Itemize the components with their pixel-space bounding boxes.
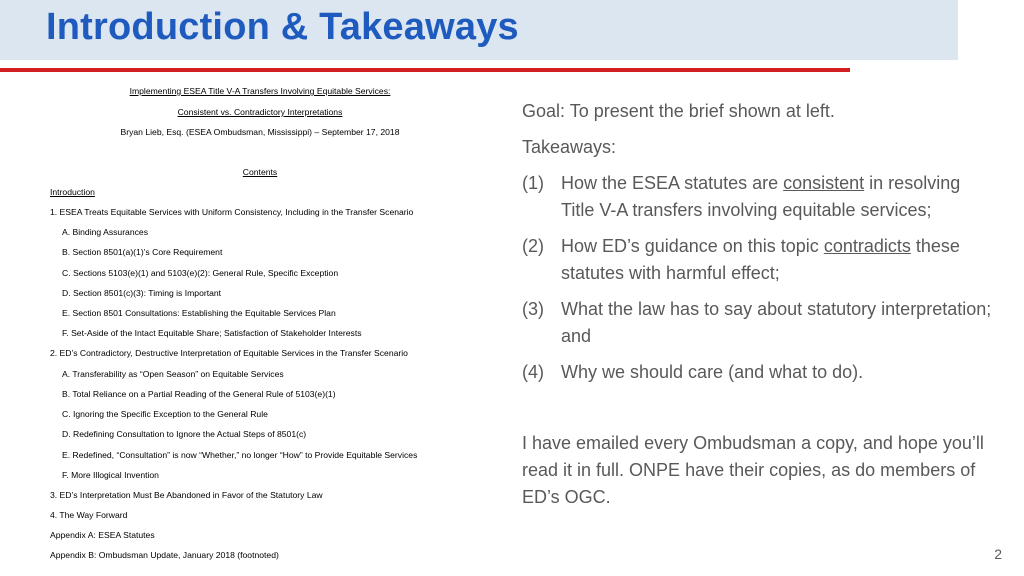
takeaway-number: (2) (522, 236, 544, 256)
toc-entry: A. Binding Assurances (62, 227, 148, 237)
takeaway-text: these statutes with harmful effect; (561, 236, 960, 283)
takeaway-number: (3) (522, 299, 544, 319)
red-divider (0, 68, 850, 72)
takeaway-number: (1) (522, 173, 544, 193)
toc-entry: 1. ESEA Treats Equitable Services with Uniform Consistency, Including in the Transfer Scenario (50, 207, 414, 217)
toc-entry: Appendix A: ESEA Statutes (50, 530, 155, 540)
takeaway-item (522, 296, 992, 350)
toc-entry: F. More Illogical Invention (62, 470, 159, 480)
toc-entry: C. Ignoring the Specific Exception to the General Rule (62, 409, 268, 419)
toc-entry: B. Section 8501(a)(1)’s Core Requirement (62, 247, 223, 257)
doc-title: Implementing ESEA Title V-A Transfers Involving Equitable Services: (129, 86, 391, 96)
toc-entry: D. Redefining Consultation to Ignore the Actual Steps of 8501(c) (62, 429, 307, 439)
takeaway-number: (4) (522, 362, 544, 382)
takeaway-text: How ED’s guidance on this topic (561, 236, 824, 256)
slide-title: Introduction & Takeaways (46, 6, 519, 48)
takeaway-text: Why we should care (and what to do). (561, 362, 864, 382)
goal-text: Goal: To present the brief shown at left. (522, 101, 835, 121)
takeaway-text: How the ESEA statutes are (561, 173, 784, 193)
toc-entry: B. Total Reliance on a Partial Reading of the General Rule of 5103(e)(1) (62, 389, 336, 399)
takeaway-item (522, 233, 992, 287)
takeaway-text: What the law has to say about statutory interpretation; and (561, 299, 992, 346)
takeaways-label: Takeaways: (522, 137, 617, 157)
toc-entry: 3. ED’s Interpretation Must Be Abandoned in Favor of the Statutory Law (50, 490, 323, 500)
doc-subtitle: Consistent vs. Contradictory Interpretations (177, 107, 343, 117)
toc-entry: 4. The Way Forward (50, 510, 128, 520)
toc-entry: C. Sections 5103(e)(1) and 5103(e)(2): General Rule, Specific Exception (62, 268, 339, 278)
doc-contents-heading: Contents (242, 167, 278, 177)
toc-entry: E. Redefined, “Consultation” is now “Whether,” no longer “How” to Provide Equitable Services (62, 450, 418, 460)
takeaway-item (522, 359, 992, 386)
toc-entry: Introduction (50, 187, 95, 197)
page-number: 2 (994, 546, 1002, 562)
takeaway-emphasis: consistent (783, 173, 865, 193)
takeaway-item (522, 170, 992, 224)
toc-entry: 2. ED’s Contradictory, Destructive Interpretation of Equitable Services in the Transfer Scenario (50, 348, 408, 358)
toc-entry: Appendix B: Ombudsman Update, January 2018 (footnoted) (50, 550, 279, 560)
takeaway-emphasis: contradicts (823, 236, 911, 256)
toc-entry: E. Section 8501 Consultations: Establishing the Equitable Services Plan (62, 308, 336, 318)
toc-entry: D. Section 8501(c)(3): Timing is Important (62, 288, 222, 298)
toc-entry: A. Transferability as “Open Season” on Equitable Services (62, 369, 284, 379)
doc-byline: Bryan Lieb, Esq. (ESEA Ombudsman, Mississippi) – September 17, 2018 (120, 127, 400, 137)
toc-entry: F. Set-Aside of the Intact Equitable Share; Satisfaction of Stakeholder Interests (62, 328, 362, 338)
takeaway-text: in resolving Title V-A transfers involving equitable services; (561, 173, 961, 220)
takeaways-panel (522, 98, 992, 511)
closing-text: I have emailed every Ombudsman a copy, and hope you’ll read it in full. ONPE have their copies, as do members of ED’s OGC. (522, 433, 984, 507)
